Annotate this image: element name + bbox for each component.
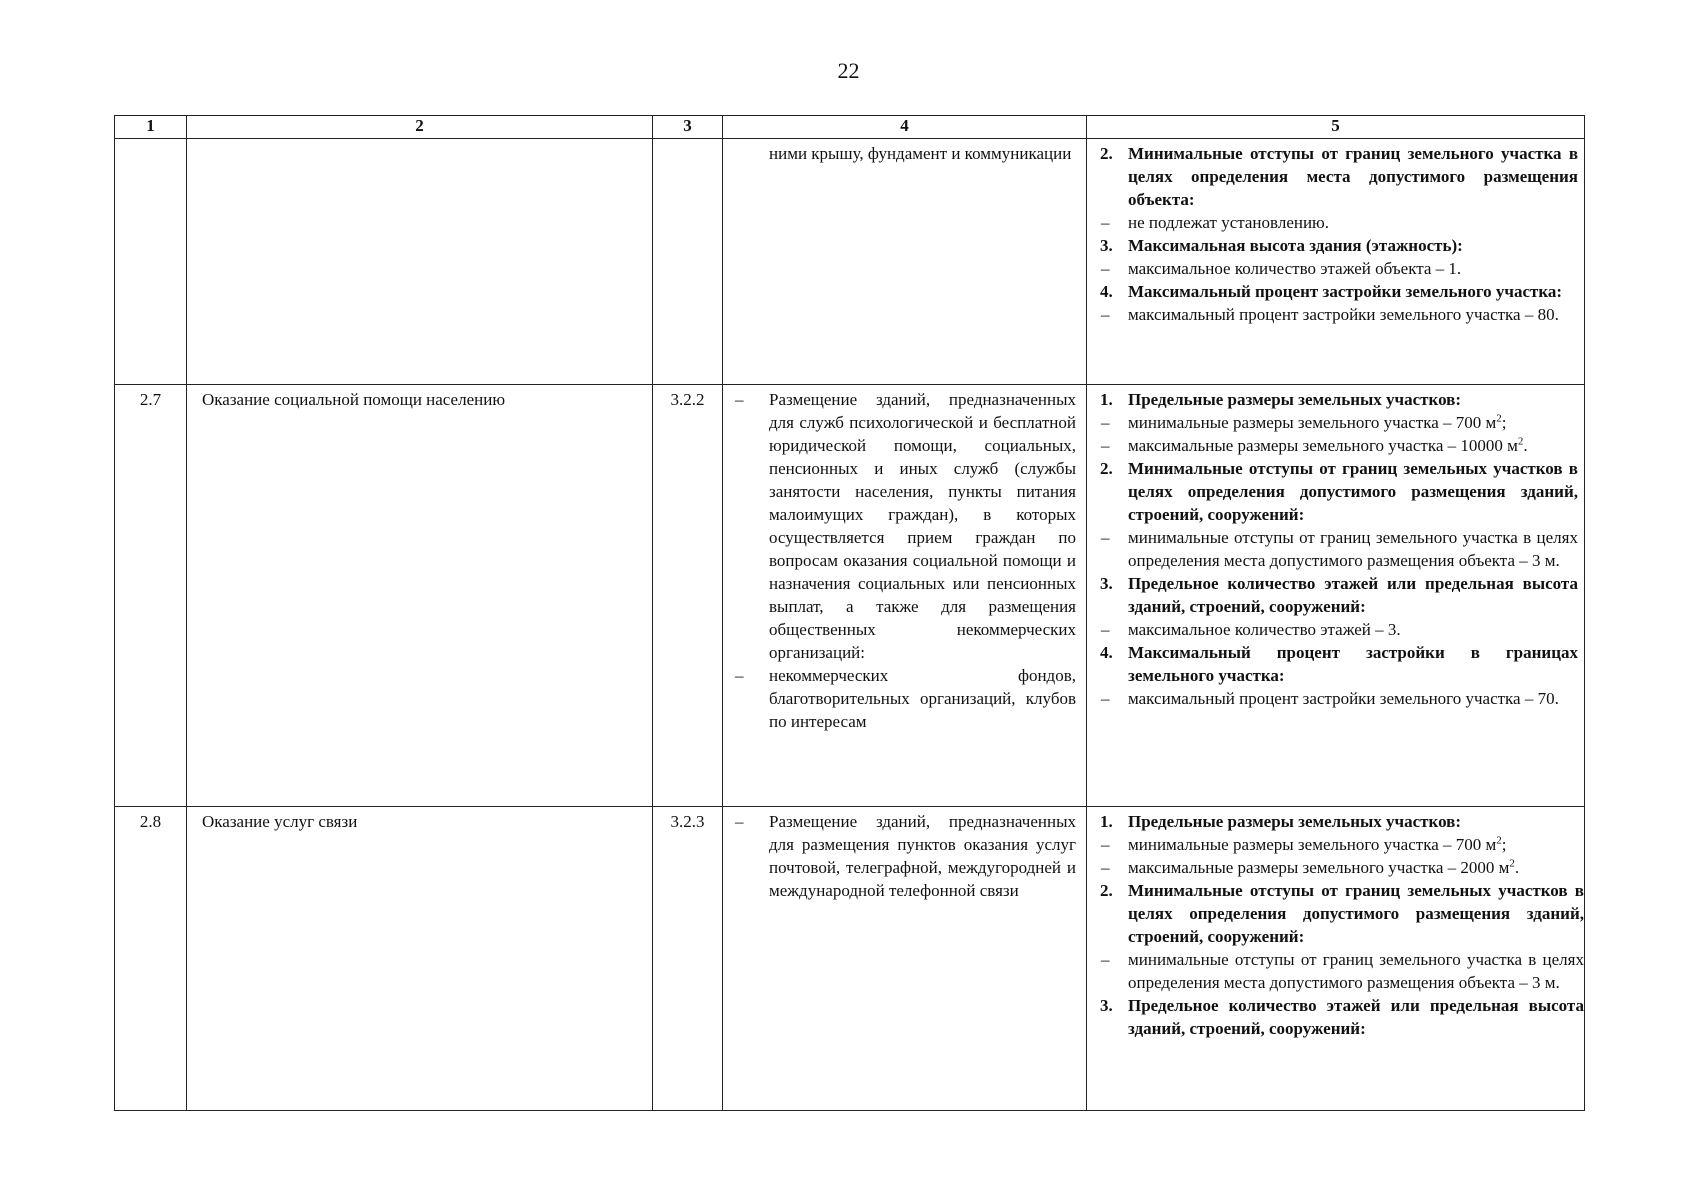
- param-heading: [1097, 280, 1584, 303]
- row-description-cell: [723, 139, 1087, 385]
- row-params-cell: [1087, 139, 1585, 385]
- column-header-1: 1: [115, 116, 187, 139]
- param-text: максимальный процент застройки земельного участка – 70.: [1128, 689, 1559, 708]
- param-text: минимальные размеры земельного участка – 700 м: [1128, 835, 1497, 854]
- param-text: Максимальная высота здания (этажность):: [1128, 236, 1463, 255]
- row-code-cell: 3.2.2: [653, 385, 723, 807]
- param-text: Предельное количество этажей или предельная высота зданий, строений, сооружений:: [1128, 996, 1584, 1038]
- param-heading: [1097, 641, 1584, 687]
- param-marker: 4.: [1100, 282, 1113, 301]
- row-number-cell: 2.8: [115, 807, 187, 1111]
- row-description-cell: [723, 807, 1087, 1111]
- param-text-wrap: [1128, 434, 1584, 457]
- param-item: [1097, 833, 1584, 856]
- param-marker: 2.: [1100, 144, 1113, 163]
- param-marker: –: [1101, 305, 1110, 324]
- row-code-cell: 3.2.3: [653, 807, 723, 1111]
- description-dash: –: [735, 666, 744, 685]
- param-marker: –: [1101, 259, 1110, 278]
- param-text: Предельные размеры земельных участков:: [1128, 390, 1462, 409]
- column-header-4: 4: [723, 116, 1087, 139]
- row-code-cell: [653, 139, 723, 385]
- description-item: [733, 388, 1076, 664]
- param-text: максимальные размеры земельного участка – 10000 м: [1128, 436, 1518, 455]
- param-text-wrap: [1128, 856, 1584, 879]
- param-marker: –: [1101, 950, 1110, 969]
- row-description-cell: [723, 385, 1087, 807]
- param-item: [1097, 526, 1584, 572]
- param-heading: [1097, 234, 1584, 257]
- row-params-cell: [1087, 807, 1585, 1111]
- param-text: Предельные размеры земельных участков:: [1128, 812, 1462, 831]
- zoning-table: [114, 115, 1585, 1111]
- param-marker: –: [1101, 436, 1110, 455]
- description-item: [733, 664, 1076, 733]
- param-heading: [1097, 810, 1584, 833]
- param-text: Минимальные отступы от границ земельных участков в целях определения допустимого размещения зданий, строений, сооружений:: [1128, 459, 1578, 524]
- description-text: ними крышу, фундамент и коммуникации: [769, 144, 1072, 163]
- param-text-wrap: [1128, 411, 1584, 434]
- description-dash: –: [735, 812, 744, 831]
- column-header-3: 3: [653, 116, 723, 139]
- param-marker: –: [1101, 413, 1110, 432]
- param-marker: –: [1101, 835, 1110, 854]
- param-heading: [1097, 879, 1584, 948]
- column-header-2: 2: [187, 116, 653, 139]
- description-dash: –: [735, 390, 744, 409]
- description-item: [733, 810, 1076, 902]
- param-text: максимальный процент застройки земельного участка – 80.: [1128, 305, 1559, 324]
- row-name-cell: Оказание услуг связи: [187, 807, 653, 1111]
- param-text: минимальные отступы от границ земельного участка в целях определения места допустимого размещения объекта – 3 м.: [1128, 528, 1578, 570]
- column-header-5: 5: [1087, 116, 1585, 139]
- param-tail: ;: [1501, 835, 1507, 854]
- page-number: 22: [837, 58, 860, 83]
- param-heading: [1097, 572, 1584, 618]
- param-marker: 4.: [1100, 643, 1113, 662]
- description-text: Размещение зданий, предназначенных для служб психологической и бесплатной юридической помощи, социальных, пенсионных и иных служб (службы занятости населения, пункты питания малоимущих граждан), в которых осуществляется прием граждан по вопросам оказания социальной помощи и назначения социальных или пенсионных выплат, а также для размещения общественных некоммерческих организаций:: [769, 390, 1076, 662]
- param-superscript: 2: [1509, 857, 1515, 870]
- param-superscript: 2: [1517, 435, 1524, 448]
- param-item: [1097, 618, 1584, 641]
- row-number-cell: [115, 139, 187, 385]
- param-heading: [1097, 388, 1584, 411]
- row-name-cell: Оказание социальной помощи населению: [187, 385, 653, 807]
- param-heading: [1097, 142, 1584, 211]
- param-marker: –: [1101, 213, 1110, 232]
- param-marker: 3.: [1100, 574, 1113, 593]
- description-block: [733, 142, 1076, 165]
- param-heading: [1097, 457, 1584, 526]
- param-text: максимальное количество этажей объекта – 1.: [1128, 259, 1462, 278]
- param-text-wrap: [1128, 833, 1584, 856]
- row-params-cell: [1087, 385, 1585, 807]
- param-marker: –: [1101, 858, 1110, 877]
- param-marker: 1.: [1100, 390, 1113, 409]
- param-text: Предельное количество этажей или предельная высота зданий, строений, сооружений:: [1128, 574, 1578, 616]
- param-text: Минимальные отступы от границ земельных участков в целях определения допустимого размещения зданий, строений, сооружений:: [1128, 881, 1584, 946]
- description-text: Размещение зданий, предназначенных для размещения пунктов оказания услуг почтовой, телеграфной, междугородней и международной телефонной связи: [769, 812, 1076, 900]
- param-text: минимальные отступы от границ земельного участка в целях определения места допустимого размещения объекта – 3 м.: [1128, 950, 1584, 992]
- param-heading: [1097, 994, 1584, 1040]
- param-text: максимальные размеры земельного участка – 2000 м: [1128, 858, 1510, 877]
- param-marker: 2.: [1100, 881, 1113, 900]
- param-tail: .: [1523, 436, 1528, 455]
- param-marker: 3.: [1100, 236, 1113, 255]
- param-marker: –: [1101, 528, 1110, 547]
- param-tail: ;: [1501, 413, 1507, 432]
- row-name-cell: [187, 139, 653, 385]
- table-row: [115, 385, 1585, 807]
- param-text: не подлежат установлению.: [1128, 213, 1330, 232]
- table-row: [115, 807, 1585, 1111]
- param-marker: –: [1101, 620, 1110, 639]
- param-text: максимальное количество этажей – 3.: [1128, 620, 1401, 639]
- param-marker: 2.: [1100, 459, 1113, 478]
- param-text: минимальные размеры земельного участка – 700 м: [1128, 413, 1497, 432]
- param-text: Максимальный процент застройки земельного участка:: [1128, 282, 1563, 301]
- param-text: Максимальный процент застройки в границах земельного участка:: [1128, 643, 1578, 685]
- param-superscript: 2: [1496, 412, 1502, 425]
- param-item: [1097, 411, 1584, 434]
- table-row: [115, 139, 1585, 385]
- param-item: [1097, 687, 1584, 710]
- param-text: Минимальные отступы от границ земельного участка в целях определения места допустимого размещения объекта:: [1128, 144, 1578, 209]
- param-marker: 1.: [1100, 812, 1113, 831]
- param-marker: 3.: [1100, 996, 1113, 1015]
- param-item: [1097, 856, 1584, 879]
- param-item: [1097, 257, 1584, 280]
- param-item: [1097, 948, 1584, 994]
- param-item: [1097, 303, 1584, 326]
- param-marker: –: [1101, 689, 1110, 708]
- param-superscript: 2: [1496, 834, 1502, 847]
- param-item: [1097, 211, 1584, 234]
- row-number-cell: 2.7: [115, 385, 187, 807]
- param-tail: .: [1514, 858, 1520, 877]
- param-item: [1097, 434, 1584, 457]
- header-row: [115, 116, 1585, 139]
- description-text: некоммерческих фондов, благотворительных организаций, клубов по интересам: [769, 666, 1076, 731]
